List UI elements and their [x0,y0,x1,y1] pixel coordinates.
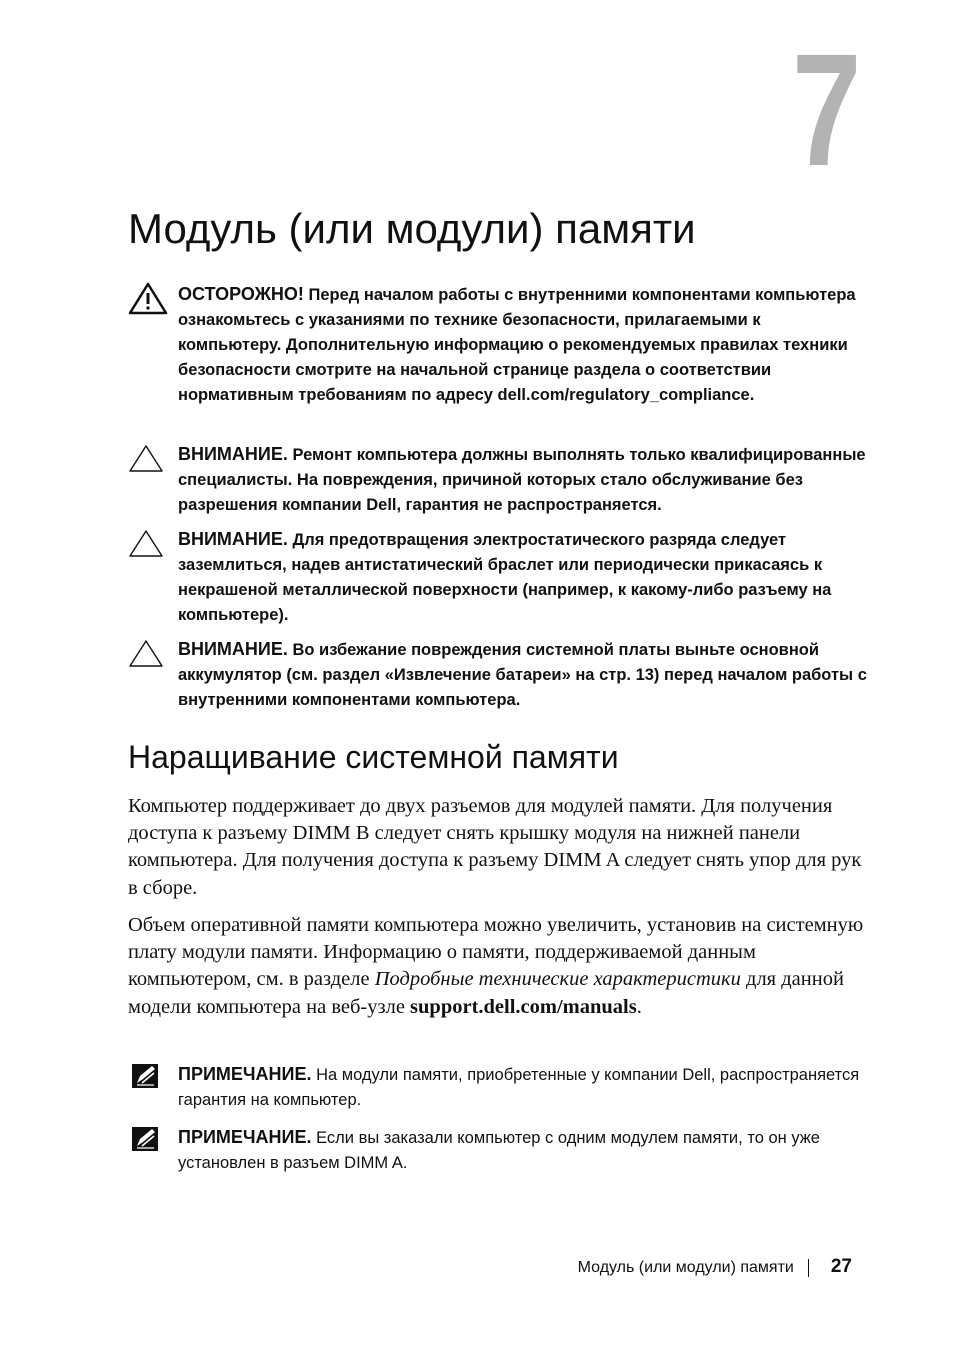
caution-label: ОСТОРОЖНО! [178,284,304,304]
warning-triangle-icon [128,282,168,316]
italic-reference: Подробные технические характеристики [374,968,741,991]
attention-notice [128,637,868,713]
note-label: ПРИМЕЧАНИЕ. [178,1064,312,1084]
attention-triangle-icon [128,442,168,476]
section-title: Наращивание системной памяти [128,739,619,775]
footer-divider [808,1259,809,1277]
caution-notice [128,282,868,408]
paragraph-text: . [636,995,642,1018]
paragraph: Компьютер поддерживает до двух разъемов для модулей памяти. Для получения доступа к разъему DIMM B следует снять крышку модуля на нижней панели компьютера. Для получения доступа к разъему DIMM A следует снять упор для рук в сборе. [128,795,862,899]
attention-label: ВНИМАНИЕ. [178,529,288,549]
page-footer [0,1254,852,1281]
caution-text: Перед началом работы с внутренними компонентами компьютера ознакомьтесь с указаниями по технике безопасности, прилагаемыми к компьютеру. Дополнительную информацию о рекомендуемых правилах техники безопасности смотрите на начальной странице раздела о соответствии нормативным требованиям по адресу dell.com/regulatory_compliance. [178,286,856,404]
chapter-number: 7 [792,20,862,199]
note-pencil-icon [128,1062,168,1096]
note-text: Если вы заказали компьютер с одним модулем памяти, то он уже установлен в разъем DIMM A. [178,1129,820,1172]
note-pencil-icon [128,1125,168,1159]
attention-text: Для предотвращения электростатического разряда следует заземлиться, надев антистатический браслет или периодически прикасаясь к некрашеной металлической поверхности (например, к какому-либо разъему на компьютере). [178,531,832,624]
attention-notice [128,442,868,518]
support-link[interactable]: support.dell.com/manuals [410,995,637,1018]
attention-label: ВНИМАНИЕ. [178,639,288,659]
note [128,1125,868,1176]
paragraph-text: для данной модели компьютера на веб-узле [128,968,844,1018]
note [128,1062,868,1113]
attention-label: ВНИМАНИЕ. [178,444,288,464]
note-text: На модули памяти, приобретенные у компании Dell, распространяется гарантия на компьютер. [178,1066,860,1109]
chapter-title: Модуль (или модули) памяти [128,205,696,252]
attention-notice [128,527,868,628]
note-label: ПРИМЕЧАНИЕ. [178,1127,312,1147]
page-number: 27 [830,1256,852,1277]
paragraph [128,912,868,1021]
paragraph-text: Объем оперативной памяти компьютера можно увеличить, установив на системную плату модули памяти. Информацию о памяти, поддерживаемой данным компьютером, см. в разделе [128,914,864,991]
attention-text: Во избежание повреждения системной платы выньте основной аккумулятор (см. раздел «Извлечение батареи» на стр. 13) перед началом работы с внутренними компонентами компьютера. [178,641,867,709]
attention-text: Ремонт компьютера должны выполнять только квалифицированные специалисты. На повреждения, причиной которых стало обслуживание без разрешения компании Dell, гарантия не распространяется. [178,446,866,514]
attention-triangle-icon [128,527,168,561]
attention-triangle-icon [128,637,168,671]
footer-title: Модуль (или модули) памяти [577,1259,794,1276]
